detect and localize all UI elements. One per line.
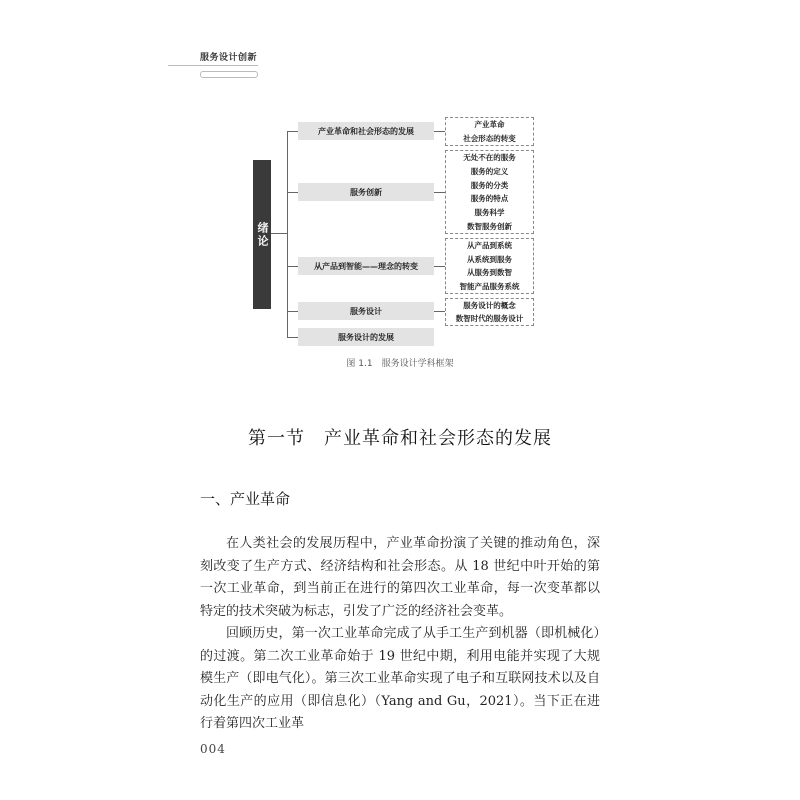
- page-number: 004: [200, 742, 226, 756]
- detail-item: 数智时代的服务设计: [455, 314, 524, 323]
- leaf-connector: [434, 311, 445, 312]
- branch-node: 服务创新: [298, 183, 434, 201]
- detail-item: 服务的定义: [470, 166, 509, 176]
- body-paragraph: 在人类社会的发展历程中，产业革命扮演了关键的推动角色，深刻改变了生产方式、经济结构和社会形态。从 18 世纪中叶开始的第一次工业革命，到当前正在进行的第四次工业革命，每一次变革都以特定的技术突破为标志，引发了广泛的经济社会变革。: [200, 536, 600, 619]
- section-title: 第一节 产业革命和社会形态的发展: [248, 428, 552, 449]
- leaf-connector: [434, 131, 445, 132]
- root-connector: [271, 233, 287, 234]
- branch-connector: [287, 131, 298, 132]
- branch-node: 服务设计的发展: [298, 328, 434, 346]
- leaf-connector: [434, 266, 445, 267]
- detail-item: 服务的特点: [470, 194, 509, 204]
- branch-connector: [287, 192, 298, 193]
- detail-item: 数智服务创新: [467, 221, 512, 231]
- detail-item: 服务科学: [474, 207, 505, 217]
- detail-item: 产业革命: [474, 120, 505, 130]
- branch-connector: [287, 337, 298, 338]
- body-paragraph: 回顾历史，第一次工业革命完成了从手工生产到机器（即机械化）的过渡。第二次工业革命始于 19 世纪中期，利用电能并实现了大规模生产（即电气化）。第三次工业革命实现了电子和互联网技术以及自动化生产的应用（即信息化）（Yang and Gu，2021）。当下正在进行着第四次工业革: [200, 626, 600, 731]
- branch-connector: [287, 266, 298, 267]
- leaf-connector: [434, 192, 445, 193]
- detail-item: 从产品到系统: [467, 241, 512, 251]
- detail-box: [445, 238, 534, 294]
- header-tab-decoration: [200, 71, 258, 78]
- detail-item: 从服务到数智: [467, 268, 512, 278]
- detail-item: 从系统到服务: [467, 254, 512, 264]
- detail-box: [445, 150, 534, 234]
- detail-item: 社会形态的转变: [463, 133, 516, 143]
- branch-node: 服务设计: [298, 302, 434, 320]
- running-header: 服务设计创新: [200, 53, 258, 63]
- diagram-root-node: 绪论: [253, 160, 271, 309]
- detail-box: [445, 298, 534, 326]
- branch-node: 从产品到智能——理念的转变: [298, 257, 434, 275]
- subsection-title: 一、产业革命: [200, 490, 291, 508]
- branch-connector: [287, 311, 298, 312]
- detail-item: 服务的分类: [470, 180, 509, 190]
- detail-item: 服务设计的概念: [463, 301, 516, 310]
- branch-node: 产业革命和社会形态的发展: [298, 122, 434, 140]
- header-rule: [168, 65, 258, 66]
- trunk-connector: [287, 131, 288, 338]
- detail-item: 无处不在的服务: [463, 153, 516, 163]
- detail-box: [445, 117, 534, 146]
- detail-item: 智能产品服务系统: [459, 281, 520, 291]
- figure-caption: 图 1.1 服务设计学科框架: [346, 359, 454, 369]
